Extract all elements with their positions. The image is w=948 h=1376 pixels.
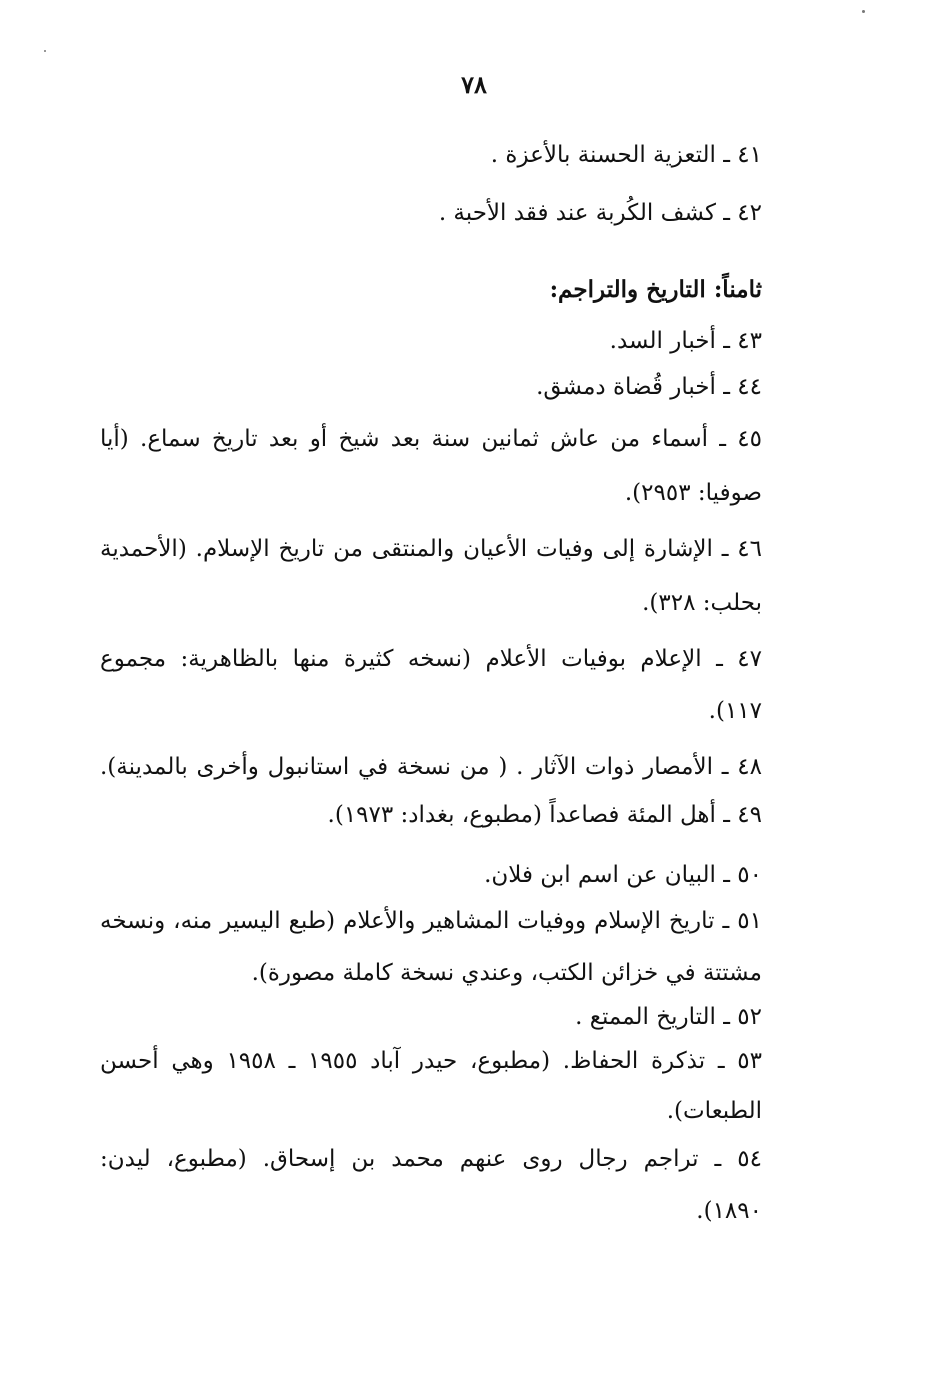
list-item-41: ٤١ ـ التعزية الحسنة بالأعزة . — [490, 142, 762, 168]
list-item-43: ٤٣ ـ أخبار السد. — [609, 328, 762, 354]
list-item-44: ٤٤ ـ أخبار قُضاة دمشق. — [536, 374, 762, 400]
list-item-46-line-2: بحلب: ٣٢٨). — [642, 590, 762, 616]
list-item-47-line-2: ١١٧). — [708, 698, 762, 724]
list-item-51-line-1: ٥١ ـ تاريخ الإسلام ووفيات المشاهير والأعلام (طبع اليسير منه، ونسخه — [100, 908, 762, 934]
list-item-46-line-1: ٤٦ ـ الإشارة إلى وفيات الأعيان والمنتقى من تاريخ الإسلام. (الأحمدية — [100, 536, 762, 562]
list-item-49: ٤٩ ـ أهل المئة فصاعداً (مطبوع، بغداد: ١٩٧٣). — [327, 802, 762, 828]
list-item-54-line-1: ٥٤ ـ تراجم رجال روى عنهم محمد بن إسحاق. (مطبوع، ليدن: — [100, 1146, 762, 1172]
list-item-45-line-2: صوفيا: ٢٩٥٣). — [624, 480, 762, 506]
list-item-51-line-2: مشتتة في خزائن الكتب، وعندي نسخة كاملة مصورة). — [251, 960, 762, 986]
list-item-53-line-1: ٥٣ ـ تذكرة الحفاظ. (مطبوع، حيدر آباد ١٩٥٥ ـ ١٩٥٨ وهي أحسن — [100, 1048, 762, 1074]
scan-speck — [862, 10, 865, 13]
list-item-42: ٤٢ ـ كشف الكُربة عند فقد الأحبة . — [438, 200, 762, 226]
page-number: ٧٨ — [461, 70, 487, 99]
section-heading: ثامناً: التاريخ والتراجم: — [549, 276, 762, 303]
list-item-52: ٥٢ ـ التاريخ الممتع . — [575, 1004, 762, 1030]
scan-speck — [44, 50, 46, 52]
list-item-53-line-2: الطبعات). — [666, 1098, 762, 1124]
list-item-48: ٤٨ ـ الأمصار ذوات الآثار . ( من نسخة في استانبول وأخرى بالمدينة). — [100, 754, 762, 780]
list-item-45-line-1: ٤٥ ـ أسماء من عاش ثمانين سنة بعد شيخ أو بعد تاريخ سماع. (أيا — [100, 426, 763, 452]
list-item-54-line-2: ١٨٩٠). — [696, 1198, 762, 1224]
list-item-50: ٥٠ ـ البيان عن اسم ابن فلان. — [484, 862, 762, 888]
list-item-47-line-1: ٤٧ ـ الإعلام بوفيات الأعلام (نسخه كثيرة منها بالظاهرية: مجموع — [100, 646, 762, 672]
